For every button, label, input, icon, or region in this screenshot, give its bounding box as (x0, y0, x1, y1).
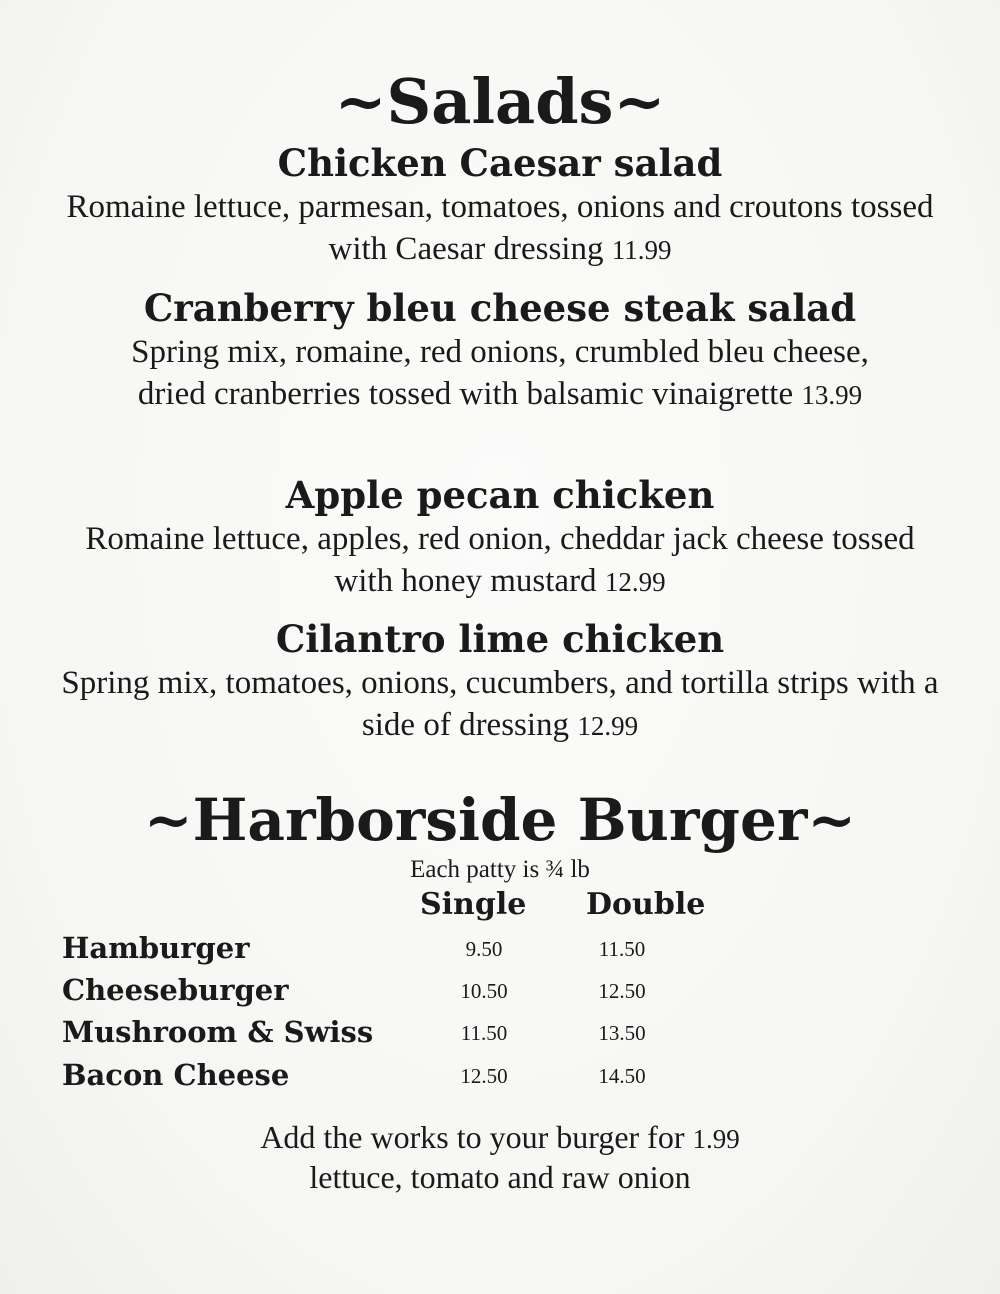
salad-item (40, 616, 960, 747)
salad-price: 12.99 (577, 711, 639, 741)
burger-single-price: 9.50 (465, 937, 503, 961)
burger-name: Mushroom & Swiss (62, 1015, 374, 1049)
salad-description (40, 662, 960, 747)
salad-name: Chicken Caesar salad (277, 141, 723, 185)
burger-row (62, 928, 762, 970)
column-header-single: Single (420, 887, 527, 922)
patty-size-note: Each patty is ¾ lb (410, 856, 590, 883)
salad-price: 12.99 (604, 567, 666, 597)
salad-description (40, 186, 960, 271)
salad-price: 13.99 (801, 380, 863, 410)
burger-row (62, 1055, 762, 1097)
salad-description (40, 331, 960, 416)
burger-double-price: 14.50 (598, 1064, 646, 1088)
burger-name: Bacon Cheese (62, 1058, 290, 1092)
salad-description (40, 518, 960, 603)
addon-text: Add the works to your burger for (260, 1119, 685, 1155)
burger-name: Hamburger (62, 931, 250, 965)
burger-double-price: 13.50 (598, 1021, 646, 1045)
burger-row (62, 970, 762, 1012)
addon-detail: lettuce, tomato and raw onion (309, 1159, 691, 1195)
salad-item (40, 472, 960, 603)
burger-single-price: 11.50 (460, 1021, 508, 1045)
burger-addon-note (0, 1118, 1000, 1196)
salad-description-text: Spring mix, tomatoes, onions, cucumbers, and tortilla strips with a side of dressing (61, 665, 939, 743)
salad-item (40, 285, 960, 416)
burger-double-price: 11.50 (598, 937, 646, 961)
salad-price: 11.99 (611, 235, 672, 265)
salad-description-text: Romaine lettuce, parmesan, tomatoes, onions and croutons tossed with Caesar dressing (66, 189, 934, 267)
salad-name: Cranberry bleu cheese steak salad (143, 286, 857, 330)
salad-description-text: Romaine lettuce, apples, red onion, cheddar jack cheese tossed with honey mustard (85, 521, 915, 599)
salad-description-text: Spring mix, romaine, red onions, crumbled bleu cheese, dried cranberries tossed with balsamic vinaigrette (131, 334, 869, 412)
burger-name: Cheeseburger (62, 973, 289, 1007)
salads-section-title: ~Salads~ (334, 65, 666, 138)
salad-item (40, 140, 960, 271)
column-header-double: Double (586, 887, 706, 922)
burger-row (62, 1012, 762, 1054)
burger-single-price: 12.50 (460, 1064, 508, 1088)
burger-section-title: ~Harborside Burger~ (143, 786, 857, 854)
burger-double-price: 12.50 (598, 979, 646, 1003)
addon-price: 1.99 (692, 1124, 740, 1154)
addon-line (0, 1118, 1000, 1158)
burger-single-price: 10.50 (460, 979, 508, 1003)
salad-name: Cilantro lime chicken (275, 617, 725, 661)
salad-name: Apple pecan chicken (285, 473, 715, 517)
